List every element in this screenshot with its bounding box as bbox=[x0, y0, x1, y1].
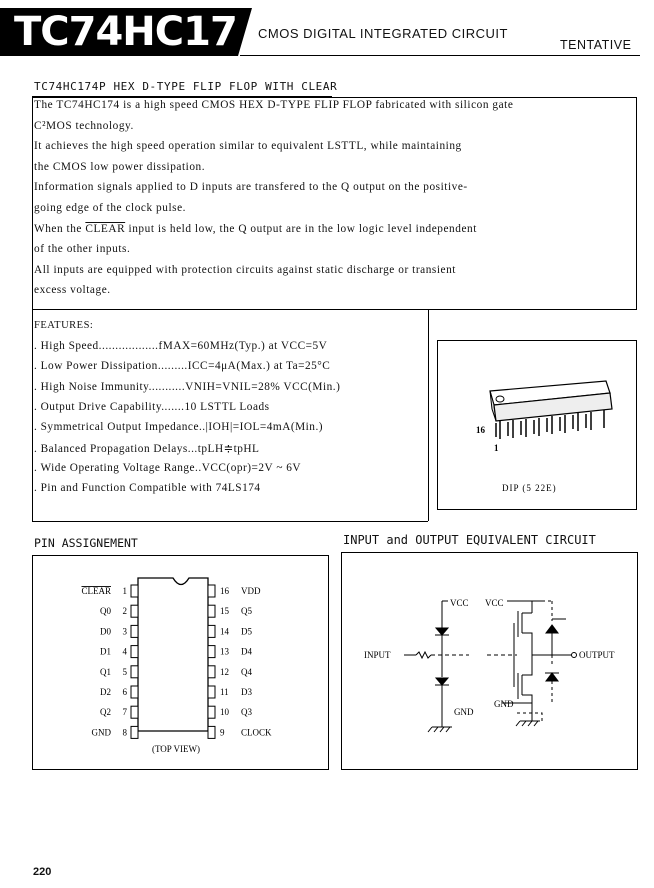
circuit-heading: INPUT and OUTPUT EQUIVALENT CIRCUIT bbox=[343, 533, 596, 547]
description-line: Information signals applied to D inputs are transfered to the Q output on the positive- bbox=[34, 181, 468, 194]
features-heading: FEATURES: bbox=[34, 320, 94, 331]
left-pin-lead bbox=[131, 666, 138, 678]
features-bottom-rule bbox=[32, 521, 428, 522]
right-pin-lead bbox=[208, 666, 215, 678]
description-line: the CMOS low power dissipation. bbox=[34, 160, 206, 173]
right-pin-number: 13 bbox=[220, 646, 229, 657]
circuit-box bbox=[341, 552, 638, 770]
right-pin-name: Q4 bbox=[241, 666, 252, 677]
left-pin-lead bbox=[131, 605, 138, 617]
right-pin-number: 11 bbox=[220, 687, 229, 697]
left-pin-name: GND bbox=[91, 727, 111, 738]
right-pin-lead bbox=[208, 605, 215, 617]
right-pin-name: Q5 bbox=[241, 606, 252, 617]
description-line: The TC74HC174 is a high speed CMOS HEX D-TYPE FLIP FLOP fabricated with silicon gate bbox=[34, 99, 514, 111]
left-pin-name: D0 bbox=[100, 626, 111, 637]
left-pin-lead bbox=[131, 585, 138, 597]
right-pin-lead bbox=[208, 585, 215, 597]
pin-diagram bbox=[33, 556, 328, 769]
vcc-left-label: VCC bbox=[450, 598, 469, 608]
right-pin-lead bbox=[208, 686, 215, 698]
right-pin-number: 10 bbox=[220, 707, 229, 718]
description-heading: TC74HC174P HEX D-TYPE FLIP FLOP WITH CLEAR bbox=[34, 80, 338, 93]
left-pin-number: 3 bbox=[122, 626, 127, 637]
top-view-caption: (TOP VIEW) bbox=[151, 744, 201, 754]
left-pin-name: Q0 bbox=[100, 606, 111, 617]
left-pin-lead bbox=[131, 726, 138, 738]
right-pin-lead bbox=[208, 646, 215, 658]
page-number: 220 bbox=[33, 866, 52, 878]
pin-assignment-box bbox=[32, 555, 329, 770]
description-line: C²MOS technology. bbox=[34, 119, 134, 132]
left-pin-number: 2 bbox=[122, 606, 127, 617]
feature-item: . Low Power Dissipation.........ICC=4μA(Max.) at Ta=25°C bbox=[34, 360, 331, 373]
description-line: When the CLEAR input is held low, the Q output are in the low logic level independent bbox=[34, 222, 477, 235]
right-pin-number: 12 bbox=[220, 666, 229, 677]
dip-package-drawing bbox=[438, 341, 636, 509]
description-left-border bbox=[32, 97, 33, 310]
right-pin-name: Q3 bbox=[241, 707, 252, 718]
pin-16-marker: 16 bbox=[476, 425, 485, 435]
right-pin-number: 16 bbox=[220, 586, 229, 596]
feature-item: . Wide Operating Voltage Range..VCC(opr)=2V ~ 6V bbox=[34, 461, 302, 474]
left-pin-lead bbox=[131, 625, 138, 637]
left-pin-number: 5 bbox=[122, 666, 127, 677]
package-label: DIP (5 22E) bbox=[502, 483, 557, 493]
output-label: OUTPUT bbox=[579, 650, 615, 660]
left-pin-number: 6 bbox=[122, 687, 127, 697]
status-label: TENTATIVE bbox=[560, 38, 632, 52]
right-pin-number: 15 bbox=[220, 606, 229, 617]
gnd-right-label: GND bbox=[494, 699, 514, 709]
feature-item: . Pin and Function Compatible with 74LS174 bbox=[34, 482, 261, 495]
right-pin-name: CLOCK bbox=[241, 727, 272, 738]
vcc-right-label: VCC bbox=[485, 598, 504, 608]
left-pin-lead bbox=[131, 686, 138, 698]
left-pin-name: D2 bbox=[100, 687, 111, 697]
right-pin-name: D4 bbox=[241, 646, 252, 657]
header-rule bbox=[240, 55, 640, 56]
right-pin-lead bbox=[208, 625, 215, 637]
title-slant-decoration bbox=[238, 8, 252, 56]
left-pin-number: 7 bbox=[122, 707, 127, 718]
feature-item: . Output Drive Capability.......10 LSTTL Loads bbox=[34, 400, 270, 413]
right-pin-lead bbox=[208, 726, 215, 738]
description-line: excess voltage. bbox=[34, 284, 111, 297]
left-pin-number: 4 bbox=[122, 646, 127, 657]
ic-body-outline bbox=[138, 578, 208, 731]
feature-item: . Balanced Propagation Delays...tpLH≑tpHL bbox=[34, 442, 260, 455]
pin-assignment-heading: PIN ASSIGNEMENT bbox=[34, 536, 138, 550]
left-pin-lead bbox=[131, 646, 138, 658]
right-pin-number: 9 bbox=[220, 727, 225, 738]
right-pin-name: D5 bbox=[241, 626, 252, 637]
description-line: All inputs are equipped with protection circuits against static discharge or transient bbox=[34, 263, 456, 276]
left-pin-name: D1 bbox=[100, 646, 111, 657]
equivalent-circuit-diagram bbox=[342, 553, 637, 769]
gnd-left-label: GND bbox=[454, 707, 474, 717]
left-pin-number: 1 bbox=[122, 586, 127, 596]
left-pin-name: Q2 bbox=[100, 707, 111, 718]
left-pin-name: CLEAR bbox=[81, 586, 111, 596]
right-pin-name: VDD bbox=[241, 586, 261, 596]
package-box bbox=[437, 340, 637, 510]
features-left-border bbox=[32, 310, 33, 522]
feature-item: . High Noise Immunity...........VNIH=VNIL=28% VCC(Min.) bbox=[34, 380, 341, 393]
features-right-rule bbox=[428, 310, 429, 521]
right-pin-name: D3 bbox=[241, 687, 252, 697]
description-line: It achieves the high speed operation similar to equivalent LSTTL, while maintaining bbox=[34, 140, 462, 153]
feature-item: . Symmetrical Output Impedance..|IOH|=IOL=4mA(Min.) bbox=[34, 421, 324, 434]
left-pin-number: 8 bbox=[122, 727, 127, 738]
description-line: going edge of the clock pulse. bbox=[34, 202, 187, 214]
description-line: of the other inputs. bbox=[34, 243, 131, 256]
feature-item: . High Speed..................fMAX=60MHz(Typ.) at VCC=5V bbox=[34, 340, 328, 352]
left-pin-lead bbox=[131, 706, 138, 718]
part-number-title: TC74HC174P bbox=[0, 8, 238, 56]
input-label: INPUT bbox=[364, 650, 391, 660]
document-subtitle: CMOS DIGITAL INTEGRATED CIRCUIT bbox=[258, 26, 508, 41]
right-pin-number: 14 bbox=[220, 626, 229, 637]
pin-1-marker: 1 bbox=[494, 443, 499, 453]
right-pin-lead bbox=[208, 706, 215, 718]
left-pin-name: Q1 bbox=[100, 666, 111, 677]
